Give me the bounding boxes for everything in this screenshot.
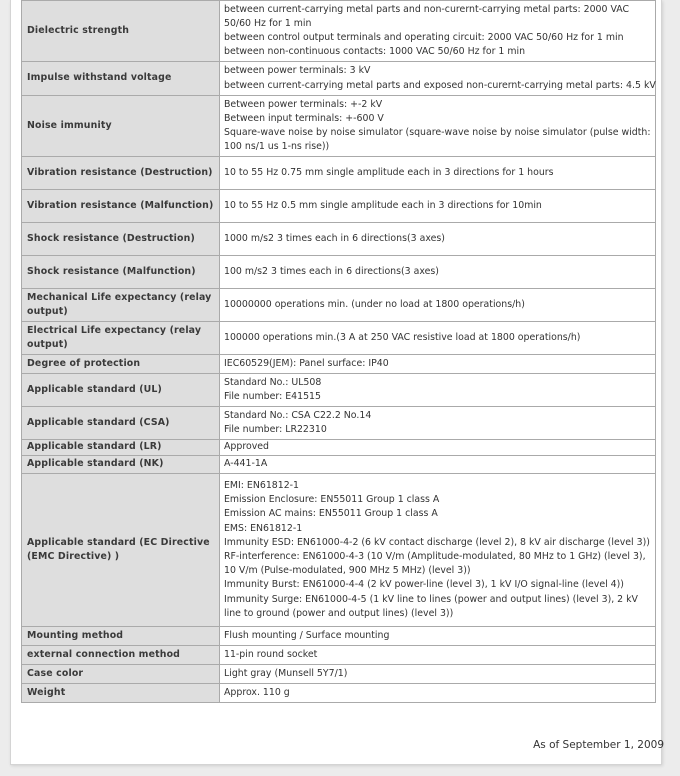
spec-value-line: 11-pin round socket <box>224 648 318 660</box>
spec-value-line: Between input terminals: +-600 V <box>224 112 384 124</box>
spec-row <box>22 627 656 646</box>
spec-row <box>22 62 656 96</box>
spec-row <box>22 1 656 62</box>
spec-value <box>220 684 656 703</box>
spec-value <box>220 289 656 322</box>
spec-value <box>220 456 656 474</box>
spec-row <box>22 474 656 627</box>
spec-table <box>21 0 656 703</box>
spec-value-line: Immunity Surge: EN61000-4-5 (1 kV line to lines (power and output lines) (level 3), 2 kV line to ground (power and output lines) (level 3)) <box>224 593 638 619</box>
spec-value-line: 10 to 55 Hz 0.75 mm single amplitude each in 3 directions for 1 hours <box>224 166 554 178</box>
spec-row <box>22 374 656 407</box>
spec-label: Applicable standard (EC Directive (EMC Directive) ) <box>22 474 220 627</box>
spec-value-line: File number: E41515 <box>224 391 321 402</box>
spec-value-line: RF-interference: EN61000-4-3 (10 V/m (Amplitude-modulated, 80 MHz to 1 GHz) (level 3), 10 V/m (Pulse-modulated, 900 MHz 5 MHz) (level 3)) <box>224 551 646 577</box>
spec-value-line: Flush mounting / Surface mounting <box>224 629 390 641</box>
spec-value-line: Approx. 110 g <box>224 686 290 698</box>
spec-value <box>220 355 656 374</box>
spec-value-line: EMI: EN61812-1 <box>224 479 300 491</box>
spec-value-line: between power terminals: 3 kV <box>224 65 371 77</box>
spec-row <box>22 223 656 256</box>
spec-value-line: File number: LR22310 <box>224 424 327 435</box>
spec-value-line: Standard No.: UL508 <box>224 376 322 388</box>
spec-value <box>220 157 656 190</box>
spec-value-line: Emission Enclosure: EN55011 Group 1 class A <box>224 494 440 506</box>
spec-value <box>220 1 656 62</box>
spec-value-line: Approved <box>224 441 269 453</box>
spec-value <box>220 440 656 456</box>
spec-label: Electrical Life expectancy (relay output) <box>22 322 220 355</box>
spec-row <box>22 456 656 474</box>
spec-value-line: Light gray (Munsell 5Y7/1) <box>224 667 348 679</box>
spec-value-line: Square-wave noise by noise simulator (square-wave noise by noise simulator (pulse width: 100 ns/1 us 1-ns rise)) <box>224 127 651 153</box>
spec-label: Shock resistance (Malfunction) <box>22 256 220 289</box>
spec-value-line: Between power terminals: +-2 kV <box>224 98 383 110</box>
spec-label: Vibration resistance (Malfunction) <box>22 190 220 223</box>
spec-row <box>22 407 656 440</box>
spec-value <box>220 223 656 256</box>
spec-label: Applicable standard (NK) <box>22 456 220 474</box>
spec-value-line: 1000 m/s2 3 times each in 6 directions(3 axes) <box>224 232 445 244</box>
spec-row <box>22 322 656 355</box>
spec-value <box>220 665 656 684</box>
spec-label: Dielectric strength <box>22 1 220 62</box>
spec-value <box>220 322 656 355</box>
spec-label: Applicable standard (UL) <box>22 374 220 407</box>
spec-value-line: between non-continuous contacts: 1000 VAC 50/60 Hz for 1 min <box>224 46 526 58</box>
spec-value-line: 100 m/s2 3 times each in 6 directions(3 axes) <box>224 265 439 277</box>
spec-value-line: Immunity Burst: EN61000-4-4 (2 kV power-line (level 3), 1 kV I/O signal-line (level 4)) <box>224 579 624 591</box>
spec-value-line: A-441-1A <box>224 458 268 470</box>
spec-row <box>22 665 656 684</box>
spec-row <box>22 355 656 374</box>
spec-value <box>220 627 656 646</box>
spec-label: Shock resistance (Destruction) <box>22 223 220 256</box>
spec-label: Applicable standard (CSA) <box>22 407 220 440</box>
spec-value-line: 100000 operations min.(3 A at 250 VAC resistive load at 1800 operations/h) <box>224 331 581 343</box>
spec-value-line: between current-carrying metal parts and exposed non-curernt-carrying metal parts: 4.5 kV <box>224 79 656 91</box>
spec-label: external connection method <box>22 646 220 665</box>
spec-row <box>22 157 656 190</box>
spec-value <box>220 474 656 627</box>
spec-value <box>220 646 656 665</box>
spec-value <box>220 256 656 289</box>
spec-label: Case color <box>22 665 220 684</box>
spec-value <box>220 62 656 96</box>
spec-label: Mechanical Life expectancy (relay output) <box>22 289 220 322</box>
spec-page <box>10 0 662 765</box>
spec-value-line: between current-carrying metal parts and non-curernt-carrying metal parts: 2000 VAC 50/60 Hz for 1 min <box>224 3 630 29</box>
spec-value-line: 10 to 55 Hz 0.5 mm single amplitude each in 3 directions for 10min <box>224 199 542 211</box>
spec-value-line: between control output terminals and operating circuit: 2000 VAC 50/60 Hz for 1 min <box>224 32 624 43</box>
spec-label: Applicable standard (LR) <box>22 440 220 456</box>
spec-value <box>220 374 656 407</box>
spec-label: Weight <box>22 684 220 703</box>
spec-label: Impulse withstand voltage <box>22 62 220 96</box>
spec-row <box>22 190 656 223</box>
spec-value-line: IEC60529(JEM): Panel surface: IP40 <box>224 357 389 369</box>
spec-label: Mounting method <box>22 627 220 646</box>
spec-value <box>220 190 656 223</box>
spec-row <box>22 256 656 289</box>
spec-row <box>22 440 656 456</box>
as-of-date: As of September 1, 2009 <box>533 739 664 751</box>
spec-value <box>220 407 656 440</box>
spec-value-line: Standard No.: CSA C22.2 No.14 <box>224 409 372 421</box>
spec-row <box>22 289 656 322</box>
spec-value-line: Immunity ESD: EN61000-4-2 (6 kV contact discharge (level 2), 8 kV air discharge (level 3)) <box>224 536 650 548</box>
spec-row <box>22 684 656 703</box>
spec-label: Degree of protection <box>22 355 220 374</box>
spec-value-line: Emission AC mains: EN55011 Group 1 class A <box>224 508 438 520</box>
spec-row <box>22 96 656 157</box>
spec-value-line: 10000000 operations min. (under no load at 1800 operations/h) <box>224 298 525 310</box>
spec-label: Noise immunity <box>22 96 220 157</box>
spec-row <box>22 646 656 665</box>
spec-label: Vibration resistance (Destruction) <box>22 157 220 190</box>
spec-value <box>220 96 656 157</box>
spec-value-line: EMS: EN61812-1 <box>224 522 303 534</box>
